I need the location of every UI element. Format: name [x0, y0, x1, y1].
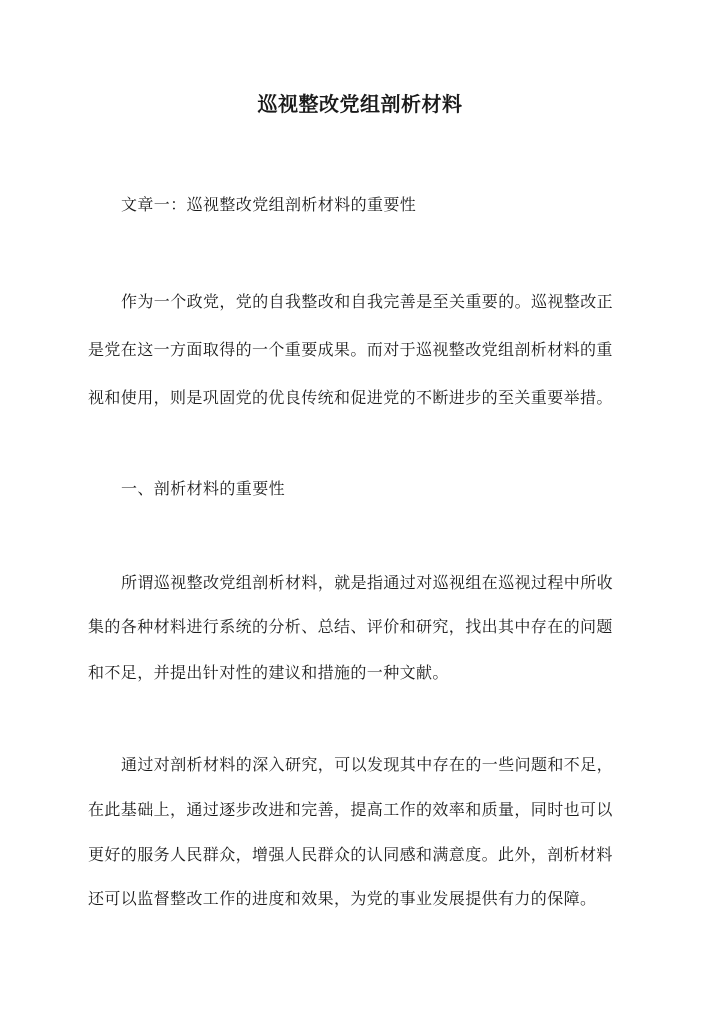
paragraph-1-line-3: 视和使用，则是巩固党的优良传统和促进党的不断进步的至关重要举措。 [88, 388, 613, 407]
paragraph-3-line-3: 更好的服务人民群众，增强人民群众的认同感和满意度。此外，剖析材料 [88, 845, 613, 864]
paragraph-2-line-2: 集的各种材料进行系统的分析、总结、评价和研究，找出其中存在的问题 [88, 617, 613, 636]
paragraph-1-line-1: 作为一个政党，党的自我整改和自我完善是至关重要的。巡视整改正 [121, 292, 614, 311]
paragraph-3-line-1: 通过对剖析材料的深入研究，可以发现其中存在的一些问题和不足， [121, 755, 614, 774]
paragraph-3-line-2: 在此基础上，通过逐步改进和完善，提高工作的效率和质量，同时也可以 [88, 800, 613, 819]
paragraph-2-line-3: 和不足，并提出针对性的建议和措施的一种文献。 [88, 663, 449, 682]
section-heading: 一、剖析材料的重要性 [121, 479, 286, 498]
article-subtitle: 文章一：巡视整改党组剖析材料的重要性 [121, 195, 417, 214]
document-title: 巡视整改党组剖析材料 [257, 92, 463, 116]
paragraph-3-line-4: 还可以监督整改工作的进度和效果，为党的事业发展提供有力的保障。 [88, 889, 597, 908]
paragraph-2-line-1: 所谓巡视整改党组剖析材料，就是指通过对巡视组在巡视过程中所收 [121, 573, 614, 592]
paragraph-1-line-2: 是党在这一方面取得的一个重要成果。而对于巡视整改党组剖析材料的重 [88, 340, 613, 359]
